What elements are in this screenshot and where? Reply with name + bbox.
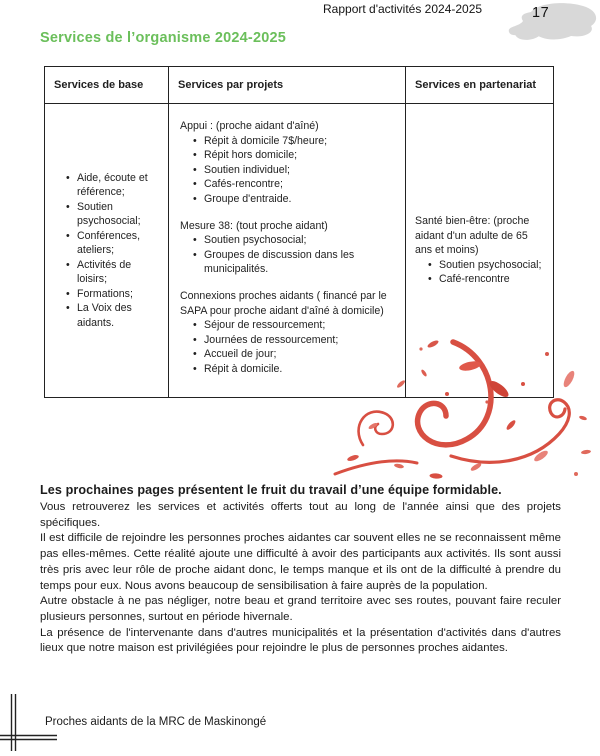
- list-item: • Cafés-rencontre;: [191, 177, 397, 192]
- paragraph: Il est difficile de rejoindre les personnes proches aidantes car souvent elles ne se reconnaissent même pas elles-mêmes. Cette réalité ajoute une difficulté à avoir des participants aux activités. Ils sont aussi très pris avec leur rôle de proche aidant donc, le temps manque et ils ont de la difficulté à prendre du temps pour eux. Nous avons beaucoup de sensibilisation à faire auprès de la population.: [40, 532, 561, 592]
- col-header-services-partenariat: Services en partenariat: [405, 67, 553, 103]
- services-table-header-row: [45, 67, 553, 104]
- services-table-body-row: [45, 104, 553, 397]
- list-item: • Café-rencontre: [426, 272, 545, 287]
- section-title: Mesure 38: (tout proche aidant): [180, 219, 328, 232]
- section-title: Appui : (proche aidant d'aîné): [180, 120, 319, 132]
- projets-section-connexions: [180, 289, 397, 377]
- report-header-title: Rapport d'activités 2024-2025: [323, 2, 483, 16]
- base-services-list: [64, 171, 164, 331]
- page-title: Services de l’organisme 2024-2025: [40, 30, 286, 46]
- list-item: • Soutien individuel;: [191, 163, 397, 178]
- list-item: • Soutien psychosocial;: [426, 258, 545, 273]
- list-item: • Aide, écoute et référence;: [64, 171, 164, 200]
- partenariat-section: [415, 214, 545, 287]
- list-item: • Soutien psychosocial;: [64, 200, 164, 229]
- col-header-services-projets: Services par projets: [168, 67, 405, 103]
- page-number: 17: [532, 5, 550, 21]
- list-item: • Soutien psychosocial;: [191, 233, 397, 248]
- section-items-list: [191, 233, 397, 277]
- cell-services-projets: [168, 104, 405, 397]
- lead-sentence: Les prochaines pages présentent le fruit du travail d’une équipe formidable.: [40, 483, 502, 497]
- corner-lines-icon: [0, 690, 70, 756]
- list-item: • Formations;: [64, 287, 164, 302]
- col-header-services-base: Services de base: [54, 79, 144, 91]
- footer-organization-name: Proches aidants de la MRC de Maskinongé: [45, 716, 267, 728]
- list-item: • Répit hors domicile;: [191, 148, 397, 163]
- list-item: • Accueil de jour;: [191, 347, 397, 362]
- cell-services-base: [45, 104, 168, 397]
- list-item: • Journées de ressourcement;: [191, 333, 397, 348]
- list-item: • Répit à domicile 7$/heure;: [191, 134, 397, 149]
- list-item: • Conférences, ateliers;: [64, 229, 164, 258]
- paragraph: Autre obstacle à ne pas négliger, notre beau et grand territoire avec ses routes, pouvant faire reculer plusieurs personnes, surtout en période hivernale.: [40, 595, 561, 623]
- list-item: • Groupes de discussion dans les municipalités.: [191, 248, 397, 277]
- list-item: • La Voix des aidants.: [64, 301, 164, 330]
- projets-section-mesure38: [180, 219, 397, 277]
- section-items-list: [426, 258, 545, 287]
- section-title: Santé bien-être: (proche aidant d'un adulte de 65 ans et moins): [415, 215, 530, 257]
- cell-services-partenariat: [405, 104, 553, 397]
- brush-stroke-icon: [505, 0, 600, 42]
- body-text-block: [40, 483, 561, 657]
- projets-section-appui: [180, 119, 397, 207]
- list-item: • Séjour de ressourcement;: [191, 318, 397, 333]
- section-title: Connexions proches aidants ( financé par le SAPA pour proche aidant d'aîné à domicile): [180, 289, 387, 317]
- section-items-list: [191, 318, 397, 376]
- section-items-list: [191, 134, 397, 207]
- list-item: • Activités de loisirs;: [64, 258, 164, 287]
- paragraph: La présence de l'intervenante dans d'autres municipalités et la présentation d'activités dans d'autres lieux que notre maison est privilégiées pour rejoindre le plus de personnes proches aidantes.: [40, 626, 561, 655]
- list-item: • Répit à domicile.: [191, 362, 397, 377]
- list-item: • Groupe d'entraide.: [191, 192, 397, 207]
- services-table: [44, 66, 554, 398]
- page-number-badge: [505, 0, 600, 42]
- paragraph: Vous retrouverez les services et activités offerts tout au long de l'année ainsi que des projets spécifiques.: [40, 501, 561, 529]
